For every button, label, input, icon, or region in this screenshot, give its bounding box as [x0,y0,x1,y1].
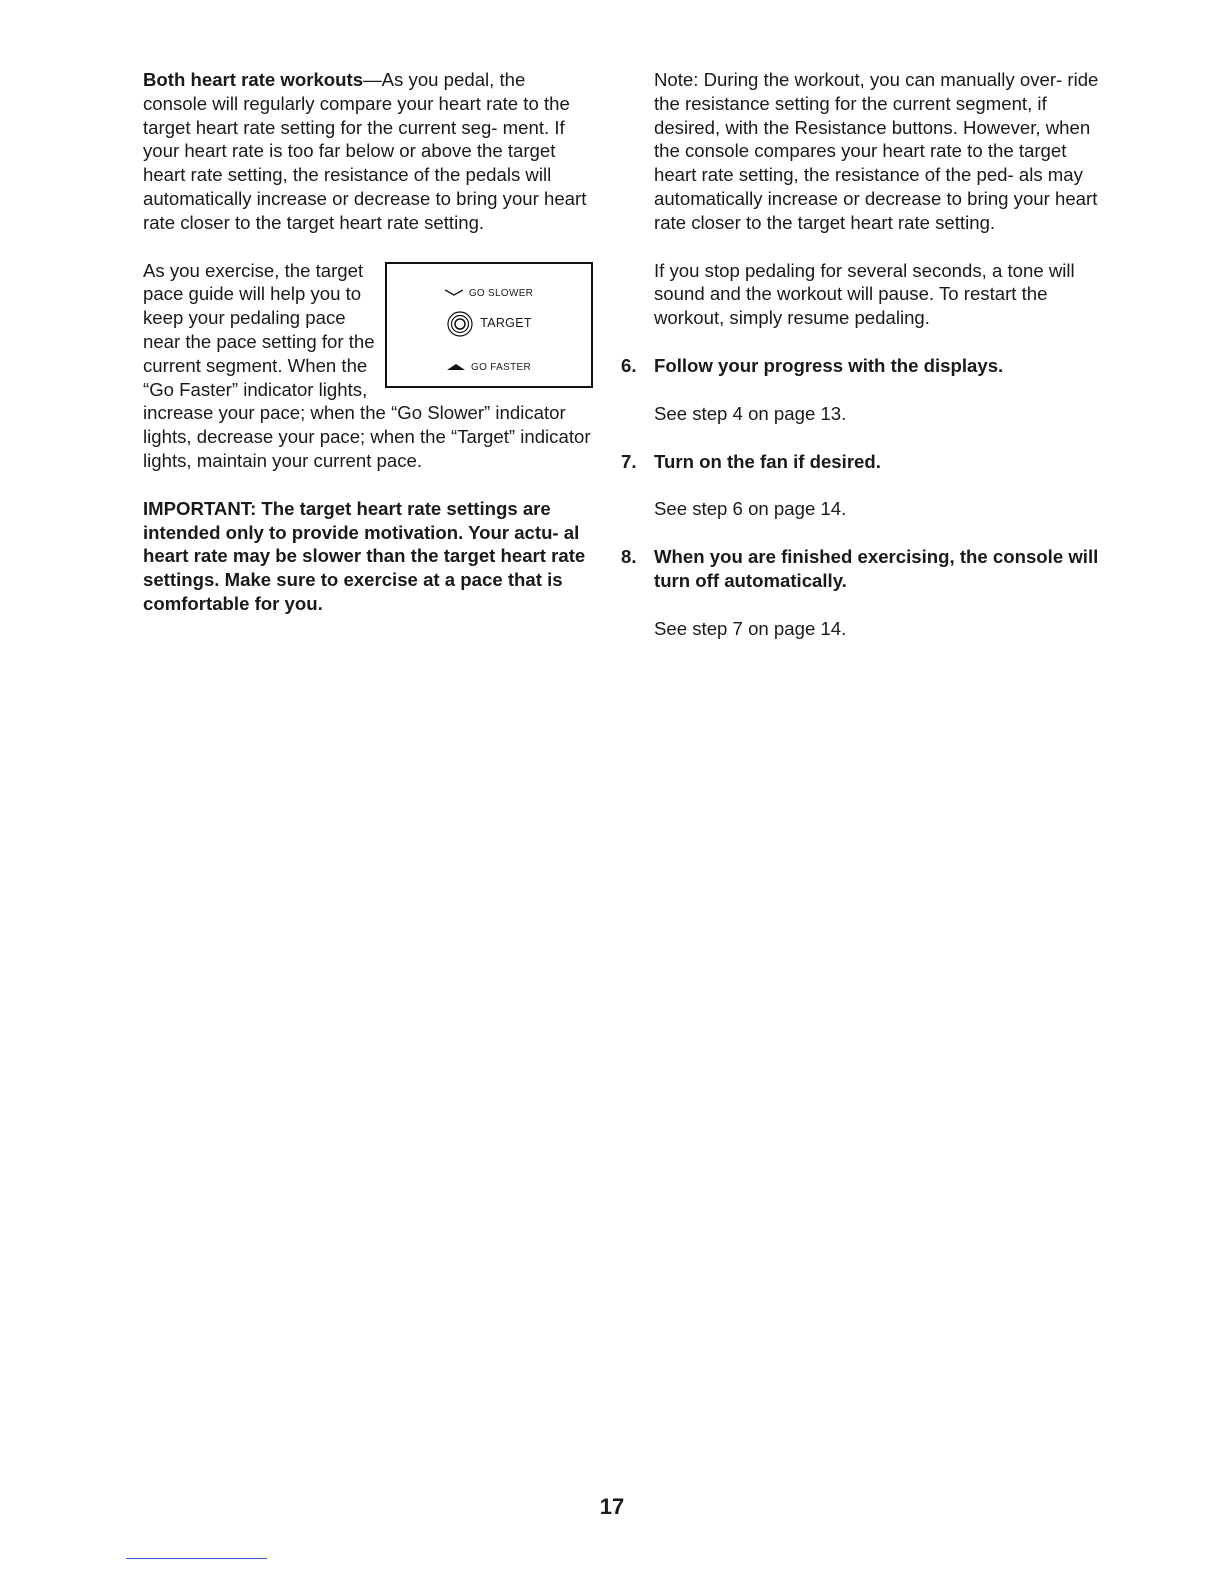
pause-paragraph: If you stop pedaling for several seconds, a tone will sound and the workout will pause. To restart the workout, simply resume pedaling. [654,259,1075,329]
go-slower-indicator [387,282,591,306]
resistance-note: Note: During the workout, you can manually over- ride the resistance setting for the current segment, if desired, with the Resistance buttons. However, when the console compares your heart rate to the target heart rate setting, the resistance of the ped- als may automatically increase or decrease to bring your heart rate closer to the target heart rate setting. [654,69,1099,233]
right-column [621,68,1106,665]
step-number: 8. [621,546,637,568]
page-number: 17 [599,1494,625,1519]
step-7 [621,450,1106,474]
important-notice: IMPORTANT: The target heart rate settings are intended only to provide motivation. Your actu- al heart rate may be slower than the target heart rate settings. Make sure to exercise at a pace that is comfortable for you. [143,497,586,614]
step-body: See step 4 on page 13. [654,402,847,424]
target-label: TARGET [480,315,532,330]
step-6 [621,354,1106,378]
chevron-down-icon [445,289,463,297]
target-rings-icon [446,310,474,338]
target-indicator [387,310,591,338]
heart-rate-workouts-paragraph [143,68,593,235]
footer-divider [126,1558,267,1559]
step-body: See step 7 on page 14. [654,617,847,639]
step-number: 6. [621,354,637,376]
target-pace-paragraph: As you exercise, the target pace guide will help you to keep your pedaling pace near the pace setting for the current segment. When the “Go Faster” indicator lights, increase your pace; when the “Go Slower” indicator lights, decrease your pace; when the “Target” indicator lights, maintain your current pace. [143,259,591,471]
target-pace-guide-figure [385,262,593,388]
go-faster-indicator [387,356,591,380]
step-body: See step 6 on page 14. [654,498,847,520]
chevron-up-icon [447,363,465,371]
go-faster-label: GO FASTER [471,361,531,373]
step-8 [621,545,1106,593]
left-column [143,68,593,640]
heart-rate-workouts-text: —As you pedal, the console will regularly compare your heart rate to the target heart rate setting for the current seg- ment. If your heart rate is too far below or above the target heart rate setting, the resistance of the pedals will automatically increase or decrease to bring your heart rate closer to the target heart rate setting. [143,69,587,233]
step-title: When you are finished exercising, the console will turn off automatically. [654,546,1099,591]
step-title: Follow your progress with the displays. [654,354,1004,376]
step-title: Turn on the fan if desired. [654,450,881,472]
heart-rate-workouts-lead: Both heart rate workouts [143,69,364,90]
step-number: 7. [621,450,637,472]
go-slower-label: GO SLOWER [468,287,534,299]
